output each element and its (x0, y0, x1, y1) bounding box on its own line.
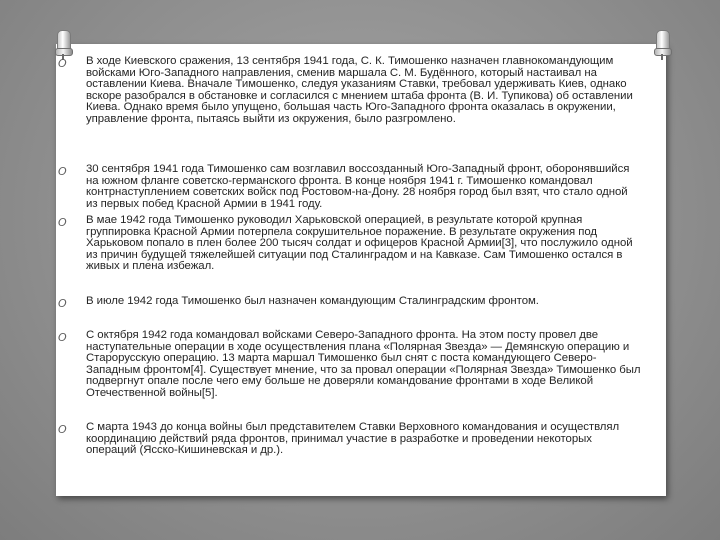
paragraph-kiev-battle: В ходе Киевского сражения, 13 сентября 1941 года, С. К. Тимошенко назначен главнокомандующим войсками Юго-Западного направления, сменив маршала С. М. Будённого, который настаивал на оставлении Киева. Вначале Тимошенко, следуя указаниям Ставки, требовал удерживать Киев, однако вскоре разобрался в обстановке и согласился с мнением штаба фронта (В. И. Тупикова) об оставлении Киева. Однако время было упущено, большая часть Юго-Западного фронта оказалась в окружении, управление фронта, пытаясь выйти из окружения, было разгромлено. (86, 55, 633, 125)
paragraph-stavka-representative: С марта 1943 до конца войны был представителем Ставки Верховного командования и осуществлял координацию действий ряда фронтов, принимал участие в разработке и проведении некоторых операций (Ясско-Кишиневская и др.). (86, 421, 620, 457)
bullet-marker-icon: O (58, 423, 67, 436)
bullet-marker-icon: O (58, 331, 67, 344)
paragraph-kharkov-operation: В мае 1942 года Тимошенко руководил Харьковской операцией, в результате которой крупная группировка Красной Армии потерпела сокрушительное поражение. В результате окружения под Харьковом попало в плен более 200 тысяч солдат и офицеров Красной Армии[3], что послужило одной из причин будущей тяжелейшей ситуации под Сталинградом и на Кавказе. Сам Тимошенко остался в живых и плена избежал. (86, 214, 633, 273)
bullet-marker-icon: O (58, 216, 67, 229)
pushpin-left-icon (55, 30, 71, 60)
pushpin-right-icon (654, 30, 670, 60)
paragraph-stalingrad-front: В июле 1942 года Тимошенко был назначен командующим Сталинградским фронтом. (86, 295, 539, 307)
bullet-marker-icon: O (58, 165, 67, 178)
bullet-marker-icon: O (58, 57, 67, 70)
bullet-marker-icon: O (58, 297, 67, 310)
paragraph-southwestern-front: 30 сентября 1941 года Тимошенко сам возглавил воссозданный Юго-Западный фронт, оборонявшийся на южном фланге советско-германского фронта. В конце ноября 1941 г. Тимошенко командовал контрнаступлением советских войск под Ростовом-на-Дону. 28 ноября город был взят, что стало одной из первых побед Красной Армии в 1941 году. (86, 163, 630, 210)
paragraph-northwestern-front: С октября 1942 года командовал войсками Северо-Западного фронта. На этом посту провел две наступательные операции в ходе осуществления плана «Полярная Звезда» — Демянскую операцию и Старорусскую операцию. 13 марта маршал Тимошенко был снят с поста командующего Северо-Западным фронтом[4]. Существует мнение, что за провал операции «Полярная Звезда» Тимошенко был подвергнут опале после чего ему больше не доверяли командование фронтами в ходе Великой Отечественной войны[5]. (86, 329, 641, 399)
